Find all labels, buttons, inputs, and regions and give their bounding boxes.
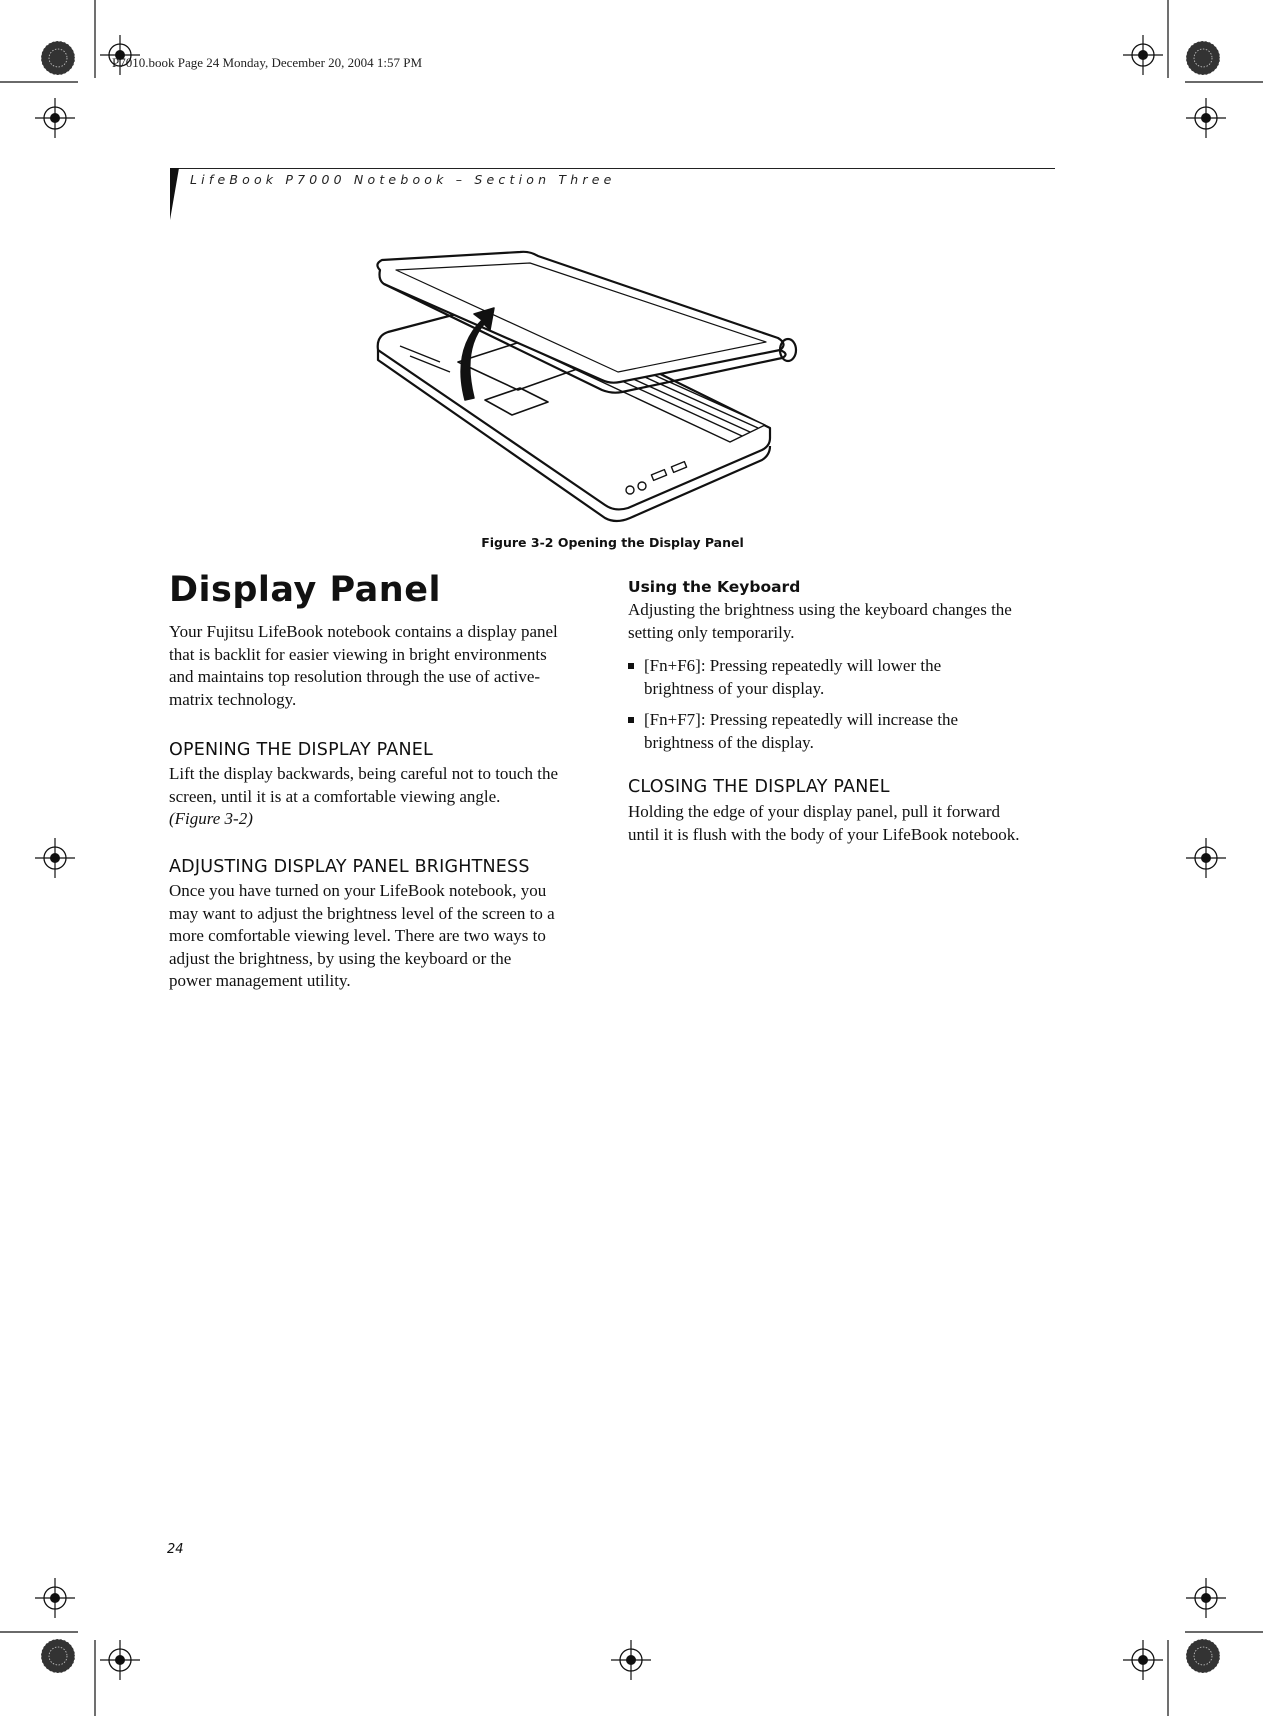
opening-heading: OPENING THE DISPLAY PANEL [169, 740, 433, 760]
running-header: LifeBook P7000 Notebook – Section Three [190, 172, 616, 187]
text-line: brightness of your display. [644, 678, 825, 698]
figure-caption: Figure 3-2 Opening the Display Panel [481, 535, 744, 550]
figure-reference: (Figure 3-2) [169, 809, 253, 828]
text-line: [Fn+F6]: Pressing repeatedly will lower the [644, 656, 942, 675]
closing-heading: CLOSING THE DISPLAY PANEL [628, 777, 890, 797]
keyboard-heading: Using the Keyboard [628, 578, 801, 596]
text-line: power management utility. [169, 971, 351, 990]
text-line: until it is flush with the body of your LifeBook notebook. [628, 824, 1020, 844]
text-line: may want to adjust the brightness level of the screen to a [169, 903, 555, 923]
text-line: matrix technology. [169, 689, 297, 709]
text-line: Adjusting the brightness using the keyboard changes the [628, 600, 1012, 619]
text-line: screen, until it is at a comfortable viewing angle. [169, 786, 501, 806]
text-line: Holding the edge of your display panel, pull it forward [628, 802, 1001, 821]
text-line: more comfortable viewing level. There are two ways to [169, 926, 546, 945]
page-title: Display Panel [169, 570, 441, 610]
text-line: Lift the display backwards, being careful not to touch the [169, 764, 558, 783]
text-line: [Fn+F7]: Pressing repeatedly will increase the [644, 710, 959, 729]
adjusting-heading: ADJUSTING DISPLAY PANEL BRIGHTNESS [169, 857, 530, 877]
text-line: adjust the brightness, by using the keyboard or the [169, 948, 512, 968]
print-slug: P7010.book Page 24 Monday, December 20, 2004 1:57 PM [112, 55, 423, 70]
star-registration-mark-icon [41, 41, 1220, 1673]
text-line: setting only temporarily. [628, 622, 795, 642]
text-line: that is backlit for easier viewing in bright environments [169, 644, 547, 664]
text-line: and maintains top resolution through the use of active- [169, 667, 541, 686]
crosshair-registration-mark-icon [35, 35, 1226, 1680]
text-line: brightness of the display. [644, 732, 814, 752]
page-number: 24 [167, 1542, 184, 1557]
text-line: Once you have turned on your LifeBook notebook, you [169, 881, 547, 900]
text-line: Your Fujitsu LifeBook notebook contains a display panel [169, 622, 558, 641]
